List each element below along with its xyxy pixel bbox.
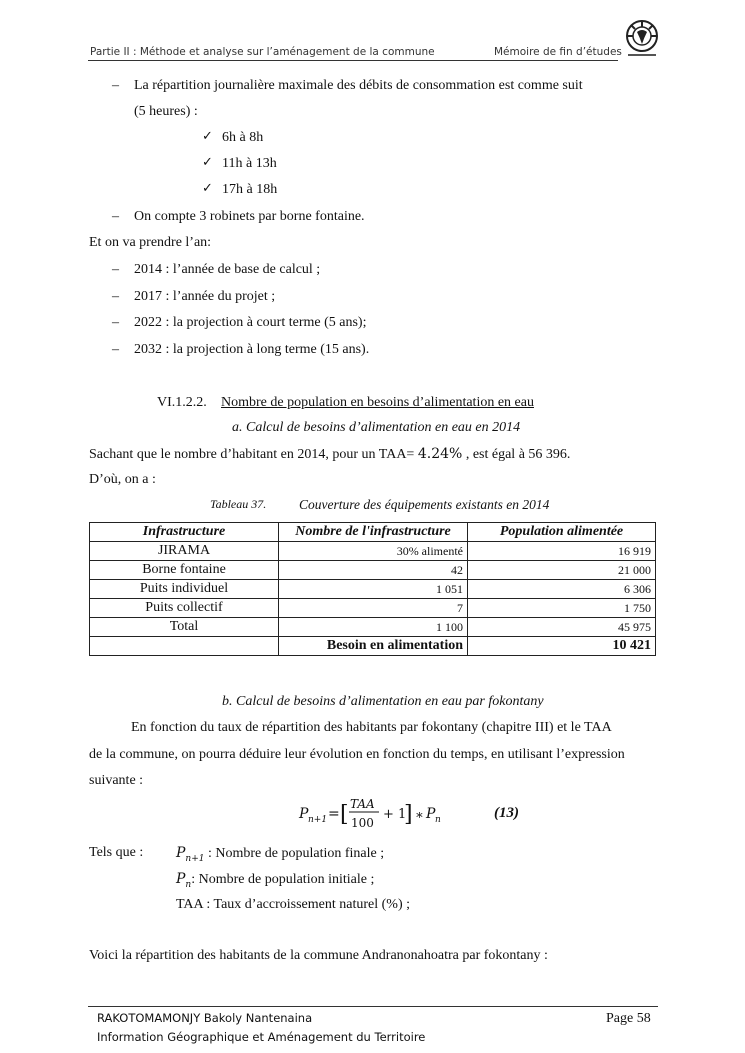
year-item: 2032 : la projection à long terme (15 ans).	[134, 342, 370, 357]
table-cell: Puits individuel	[90, 580, 279, 599]
svg-text:TAA: TAA	[350, 797, 375, 811]
table-row-need	[90, 637, 656, 656]
table-row	[90, 580, 656, 599]
table-cell: JIRAMA	[90, 542, 279, 561]
paragraph-text: , est égal à 56 396.	[462, 447, 571, 462]
header-left: Partie II : Méthode et analyse sur l’aménagement de la commune	[90, 46, 435, 58]
table-cell: Puits collectif	[90, 599, 279, 618]
paragraph-line: de la commune, on pourra déduire leur évolution en fonction du temps, en utilisant l’expression	[89, 747, 625, 762]
svg-text:∗: ∗	[415, 808, 424, 823]
list-dash: –	[112, 315, 119, 330]
footer-author: RAKOTOMAMONJY Bakoly Nantenaina	[97, 1011, 313, 1025]
table-cell: 42	[279, 561, 468, 580]
definition-pn	[176, 870, 374, 894]
list-item-2: On compte 3 robinets par borne fontaine.	[134, 209, 365, 224]
table-row	[90, 561, 656, 580]
definition-pn1	[176, 844, 384, 868]
table-row-total	[90, 618, 656, 637]
definition-taa: TAA : Taux d’accroissement naturel (%) ;	[176, 897, 411, 912]
paragraph-line: suivante :	[89, 773, 144, 788]
tels-que-label: Tels que :	[89, 845, 144, 860]
table-header-row	[90, 523, 656, 542]
closing-paragraph: Voici la répartition des habitants de la commune Andranonahoatra par fokontany :	[89, 948, 548, 963]
university-logo-icon	[622, 18, 662, 62]
paragraph-dou: D’où, on a :	[89, 472, 156, 487]
paragraph-line: En fonction du taux de répartition des habitants par fokontany (chapitre III) et le TAA	[131, 720, 612, 735]
time-slot: 11h à 13h	[222, 156, 277, 171]
list-dash: –	[112, 289, 119, 304]
svg-text:=: =	[328, 806, 340, 822]
year-item: 2022 : la projection à court terme (5 ans);	[134, 315, 367, 330]
table-cell: 7	[279, 599, 468, 618]
column-header: Nombre de l'infrastructure	[279, 523, 468, 542]
table-caption-label: Tableau 37.	[210, 497, 267, 511]
column-header: Infrastructure	[90, 523, 279, 542]
section-number: VI.1.2.2.	[157, 395, 207, 410]
symbol-pn: $P_n$	[176, 871, 192, 890]
table-cell: 45 975	[468, 618, 656, 637]
coverage-table	[89, 522, 656, 656]
taa-value: 4.24%	[417, 446, 463, 462]
table-caption-title: Couverture des équipements existants en 2014	[299, 497, 550, 512]
table-row	[90, 599, 656, 618]
symbol-pn1: $P_{n+1}$	[176, 845, 205, 864]
column-header: Population alimentée	[468, 523, 656, 542]
svg-text:n: n	[435, 815, 441, 825]
table-cell: 1 051	[279, 580, 468, 599]
year-item: 2017 : l’année du projet ;	[134, 289, 276, 304]
check-icon: ✓	[202, 129, 213, 144]
list-item-1-cont: (5 heures) :	[134, 104, 198, 119]
table-row	[90, 542, 656, 561]
paragraph-population	[89, 445, 570, 464]
time-slot: 17h à 18h	[222, 182, 278, 197]
equation-formula	[295, 794, 455, 836]
equation-number: (13)	[494, 805, 519, 821]
definition-text: : Nombre de population finale ;	[204, 846, 385, 861]
table-cell-empty	[90, 637, 279, 656]
list-item-1: La répartition journalière maximale des débits de consommation est comme suit	[134, 78, 583, 93]
subsection-a: a. Calcul de besoins d’alimentation en eau en 2014	[232, 420, 521, 435]
paragraph-text: Sachant que le nombre d’habitant en 2014, pour un TAA=	[89, 447, 418, 462]
time-slot: 6h à 8h	[222, 130, 264, 145]
table-cell: 30% alimenté	[279, 542, 468, 561]
year-item: 2014 : l’année de base de calcul ;	[134, 262, 321, 277]
definition-text: : Nombre de population initiale ;	[191, 872, 375, 887]
table-cell: 16 919	[468, 542, 656, 561]
table-cell: 6 306	[468, 580, 656, 599]
table-cell: Total	[90, 618, 279, 637]
need-value: 10 421	[468, 637, 656, 656]
list-dash: –	[112, 209, 119, 224]
subsection-b: b. Calcul de besoins d’alimentation en eau par fokontany	[222, 694, 544, 709]
header-rule	[88, 60, 618, 61]
table-cell: Borne fontaine	[90, 561, 279, 580]
svg-text:[: [	[340, 802, 349, 827]
list-dash: –	[112, 262, 119, 277]
footer-rule	[88, 1006, 658, 1007]
table-cell: 1 750	[468, 599, 656, 618]
check-icon: ✓	[202, 155, 213, 170]
header-right: Mémoire de fin d’études	[494, 46, 622, 58]
footer-field: Information Géographique et Aménagement du Territoire	[97, 1030, 426, 1044]
check-icon: ✓	[202, 181, 213, 196]
page-number: Page 58	[606, 1011, 651, 1026]
svg-text:P: P	[299, 806, 309, 822]
svg-text:+ 1: + 1	[383, 807, 407, 822]
section-title: Nombre de population en besoins d’alimentation en eau	[221, 395, 534, 410]
svg-text:n+1: n+1	[308, 815, 328, 825]
table-cell: 1 100	[279, 618, 468, 637]
need-label: Besoin en alimentation	[279, 637, 468, 656]
svg-text:]: ]	[404, 802, 413, 827]
svg-text:P: P	[426, 806, 436, 822]
list-dash: –	[112, 342, 119, 357]
table-cell: 21 000	[468, 561, 656, 580]
list-dash: –	[112, 78, 119, 93]
svg-text:100: 100	[351, 816, 374, 830]
years-intro: Et on va prendre l’an:	[89, 235, 212, 250]
